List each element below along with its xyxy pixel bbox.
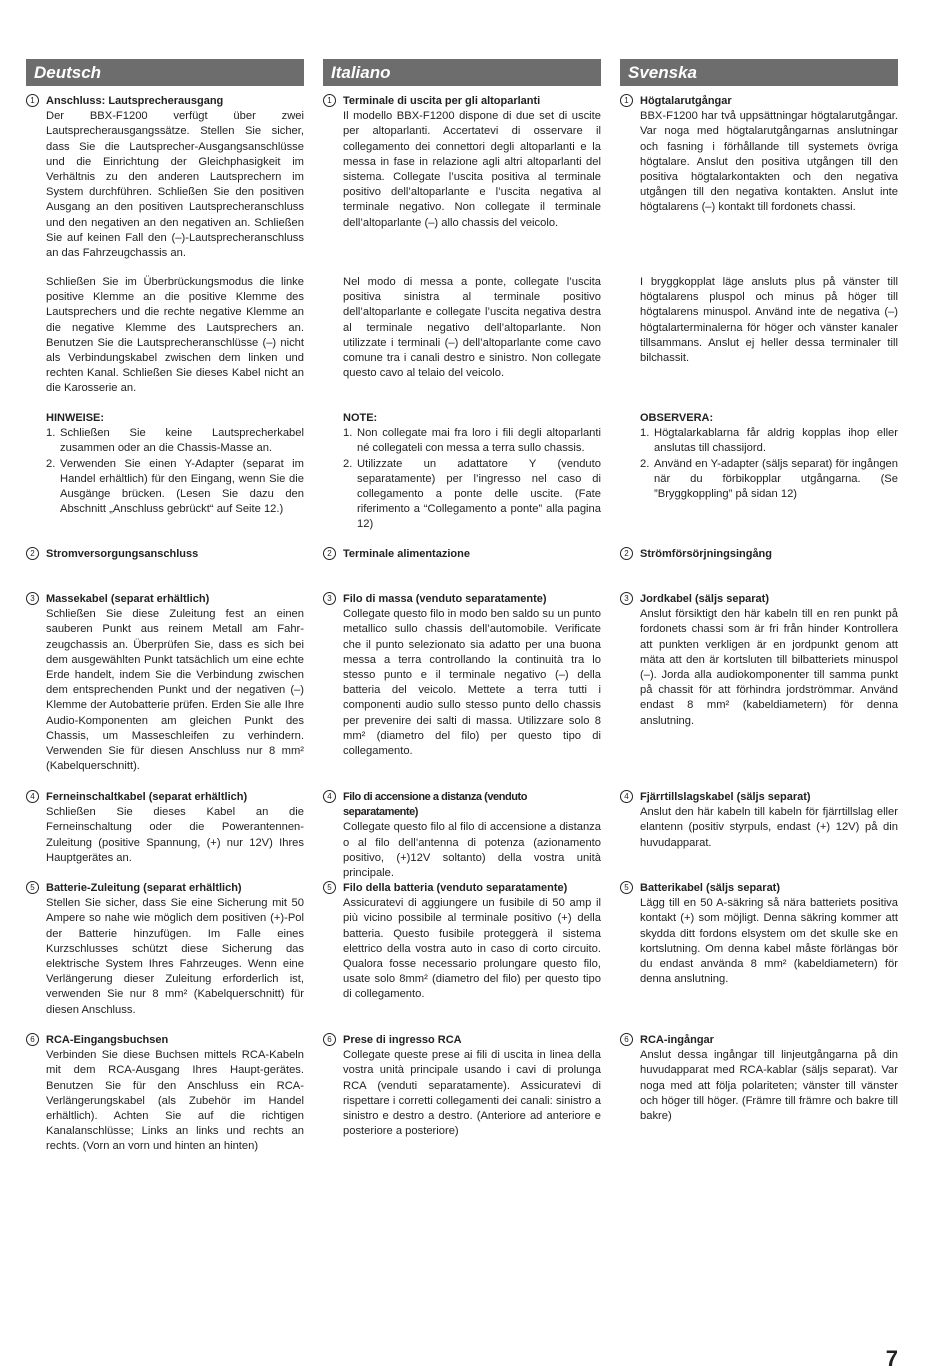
section-number: 5 <box>323 881 336 894</box>
section-power <box>26 547 304 562</box>
notes <box>323 411 601 533</box>
note-text: Använd en Y-adapter (säljs separat) för ingången när du förbikopplar utgångarna. (Se ”Bryggkoppling” på sidan 12) <box>654 457 898 501</box>
section-remote <box>323 790 601 881</box>
section-title: Terminale alimentazione <box>343 548 470 560</box>
note-item <box>343 426 601 456</box>
section-number: 3 <box>323 592 336 605</box>
section-title: Filo di accensione a distanza (venduto separatamente) <box>343 791 527 819</box>
section-number: 2 <box>26 547 39 560</box>
note-item <box>343 457 601 533</box>
section-number: 3 <box>26 592 39 605</box>
note-text: Non collegate mai fra loro i fili degli altoparlanti né collegateli con messa a terra sullo chassis. <box>357 427 601 455</box>
section-title: Massekabel (separat erhältlich) <box>46 593 210 605</box>
section-battery <box>26 881 304 1018</box>
bridge-text: I bryggkopplat läge ansluts plus på vänster till högtalarens pluspol och minus på höger till högtalarens minuspol. Använd inte de negativa (–) högtalarterminalerna för höger och vänster kanaler tillsammans. Anslut ej heller dessa terminaler till bilchassit. <box>640 276 898 365</box>
section-title: Prese di ingresso RCA <box>343 1034 462 1046</box>
column-header: Svenska <box>620 59 898 86</box>
column-header: Italiano <box>323 59 601 86</box>
section-number: 5 <box>26 881 39 894</box>
section-ground <box>26 592 304 774</box>
notes <box>620 411 898 502</box>
note-number: 1. <box>640 427 650 440</box>
note-text: Verwenden Sie einen Y-Adapter (separat im Handel erhältlich) für den Eingang, wenn Sie die Ausgänge brücken. (Lesen Sie dazu den Abschnitt „Anschluss gebrückt“ auf Seite 12.) <box>60 457 304 516</box>
section-rca <box>26 1033 304 1155</box>
note-number: 1. <box>46 427 56 440</box>
section-number: 4 <box>26 790 39 803</box>
section-speaker-output <box>620 94 898 216</box>
section-text: Anslut dessa ingångar till linjeutgångarna på din huvudapparat med RCA-kablar (säljs separat). Var noga med att följa polariteten; vänster till vänster och höger till höger. (Främre till främre och bakre till bakre) <box>640 1049 898 1123</box>
section-battery <box>323 881 601 1003</box>
section-power <box>620 547 898 562</box>
section-speaker-output <box>26 94 304 261</box>
bridge-text: Nel modo di messa a ponte, collegate l’uscita positiva sinistra al terminale positivo dell’altoparlante e collegate l’uscita negativa destra al terminale negativo dell’altoparlante. Non utilizzate i terminali (–) dell’altoparlante come cavo comune tra i canali destro e sinistro. Non collegate questo cavo al telaio del veicolo. <box>343 276 601 380</box>
section-text: Stellen Sie sicher, dass Sie eine Sicherung mit 50 Ampere so nahe wie möglich dem positiven (+)-Pol der Batterie hinzufügen. Im Falle eines Kurzschlusses schützt diese Sicherung das elektrische System Ihres Fahrzeuges. Wenn eine Verlängerung dieser Zuleitung erforderlich ist, verwenden Sie nur 8 mm² (Kabelquerschnitt) für diesen Anschluss. <box>46 897 304 1016</box>
section-speaker-output <box>323 94 601 231</box>
section-title: Högtalarutgångar <box>640 95 732 107</box>
section-title: Stromversorgungsanschluss <box>46 548 199 560</box>
note-text: Högtalarkablarna får aldrig kopplas ihop eller anslutas till chassijord. <box>654 427 898 455</box>
notes <box>26 411 304 517</box>
column-header: Deutsch <box>26 59 304 86</box>
note-number: 2. <box>640 457 650 470</box>
section-text: Collegate queste prese ai fili di uscita in linea della vostra unità principale usando i cavi di prolunga RCA (venduti separatamente). Assicuratevi di rispettare i corretti collegamenti dei canali: sinistro a sinistro e destro a destro. (Anteriore ad anteriore e posteriore a posteriore) <box>343 1049 601 1138</box>
notes-title: OBSERVERA: <box>640 412 714 424</box>
note-number: 1. <box>343 427 353 440</box>
section-remote <box>620 790 898 851</box>
section-battery <box>620 881 898 987</box>
section-title: Terminale di uscita per gli altoparlanti <box>343 95 541 107</box>
section-text: BBX-F1200 har två uppsättningar högtalarutgångar. Var noga med högtalarutgångarnas anslutningar och fasning i förhållande till systemets övriga högtalare. Anslut den positiva utgången till den positiva högtalarkontakten och den negativa utgången till den negativa kontakten. Anslut inte högtalarens (–) kontakt till fordonets chassi. <box>640 110 898 214</box>
section-title: Anschluss: Lautsprecherausgang <box>46 95 224 107</box>
note-item <box>46 457 304 518</box>
section-number: 6 <box>26 1033 39 1046</box>
section-title: Batterie-Zuleitung (separat erhältlich) <box>46 882 242 894</box>
column-italiano <box>323 59 601 1138</box>
section-text: Schließen Sie dieses Kabel an die Ferneinschaltung oder die Powerantennen-Zuleitung (positive Spannung, (+) nur 12V) Ihres Hauptgerätes an. <box>46 806 304 864</box>
section-title: Batterikabel (säljs separat) <box>640 882 781 894</box>
column-svenska <box>620 59 898 1123</box>
section-number: 6 <box>620 1033 633 1046</box>
notes-title: HINWEISE: <box>46 412 105 424</box>
note-number: 2. <box>343 457 353 470</box>
note-item <box>640 457 898 503</box>
note-text: Utilizzate un adattatore Y (venduto separatamente) per l’ingresso nel caso di collegamento a ponte delle uscite. (Fate riferimento a “Collegamento a ponte” alla pagina 12) <box>357 457 601 531</box>
note-text: Schließen Sie keine Lautsprecherkabel zusammen oder an die Chassis-Masse an. <box>60 427 304 455</box>
section-title: RCA-Eingangsbuchsen <box>46 1034 169 1046</box>
bridge-text: Schließen Sie im Überbrückungsmodus die linke positive Klemme an die positive Klemme des Lautsprechers und die rechte negative Klemme an die negative Klemme des Lautsprechers an. Benutzen Sie die Lautsprecheranschlüsse (–) nicht als Verbindungskabel zwischen dem linken und rechten Kanal. Schließen Sie dieses Kabel nicht an die Karosserie an. <box>46 276 304 395</box>
section-title: Ferneinschaltkabel (separat erhältlich) <box>46 791 248 803</box>
section-rca <box>620 1033 898 1124</box>
section-number: 2 <box>323 547 336 560</box>
section-number: 4 <box>620 790 633 803</box>
section-number: 4 <box>323 790 336 803</box>
bridge-paragraph <box>620 275 898 366</box>
section-number: 3 <box>620 592 633 605</box>
section-text: Anslut försiktigt den här kabeln till en ren punkt på fordonets chassi som är fri från hinder Kontrollera att punkten verkligen är en jordpunkt genom att mäta att den är kortsluten till bilbatteriets minuspol (–). Jorda alla audiokomponenter till samma punkt på chassit för att förhindra jordströmmar. Använd endast 8 mm² (kabeldiametern) för denna anslutning. <box>640 608 898 727</box>
note-item <box>640 426 898 456</box>
note-item <box>46 426 304 456</box>
page-number: 7 <box>885 1346 898 1371</box>
section-text: Der BBX-F1200 verfügt über zwei Lautsprecherausgangssätze. Stellen Sie sicher, dass Sie die Lautsprecher-Ausgangsanschlüsse und die Einrichtung der Gleichphasigkeit im Verhältnis zu den anderen Lautsprechern im System durchführen. Schließen Sie den positiven Ausgang an den positiven Lautsprecheranschluss und den negativen an den negativen an. Schließen Sie auf keinen Fall den (–)-Lautsprecheranschluss an das Fahrzeugchassis an. <box>46 110 304 260</box>
section-number: 1 <box>26 94 39 107</box>
section-ground <box>323 592 601 759</box>
bridge-paragraph <box>323 275 601 381</box>
notes-title: NOTE: <box>343 412 378 424</box>
section-rca <box>323 1033 601 1139</box>
section-title: Jordkabel (säljs separat) <box>640 593 770 605</box>
section-text: Anslut den här kabeln till kabeln för fjärrtillslag eller elantenn (positiv styrpuls, endast (+) 12V) på din huvudapparat. <box>640 806 898 849</box>
section-number: 6 <box>323 1033 336 1046</box>
note-number: 2. <box>46 457 56 470</box>
section-number: 1 <box>620 94 633 107</box>
section-number: 5 <box>620 881 633 894</box>
section-remote <box>26 790 304 866</box>
column-deutsch <box>26 59 304 1153</box>
bridge-paragraph <box>26 275 304 397</box>
section-text: Assicuratevi di aggiungere un fusibile di 50 amp il più vicino possibile al terminale positivo (+) della batteria. Questo fusibile proteggerà il sistema elettrico della vostra auto in caso di corto circuito. Qualora fosse necessario prolungare questo filo, usate solo 8mm² (diametro del filo) per questo tipo di collegamento. <box>343 897 601 1001</box>
section-text: Verbinden Sie diese Buchsen mittels RCA-Kabeln mit dem RCA-Ausgang Ihres Haupt-gerätes. Benutzen Sie für den Anschluss ein RCA-Verlängerungskabel (als Zubehör im Handel erhältlich). Achten Sie auf die richtigen Kanalanschlüsse; Links an links und rechts an rechts. (Vorn an vorn und hinten an hinten) <box>46 1049 304 1153</box>
section-number: 1 <box>323 94 336 107</box>
section-title: Fjärrtillslagskabel (säljs separat) <box>640 791 811 803</box>
section-text: Collegate questo filo al filo di accensione a distanza o al filo dell’antenna di potenza (azionamento positivo, (+)12V soltanto) della vostra unità principale. <box>343 821 601 880</box>
section-number: 2 <box>620 547 633 560</box>
section-power <box>323 547 601 562</box>
section-text: Lägg till en 50 A-säkring så nära batteriets positiva kontakt (+) som möjligt. Denna säkring kommer att skydda ditt fordons elsystem om det skulle ske en kortslutning. Om denna kabel måste förlängas bör du endast använda 8 mm² (kabeldiametern) för denna anslutning. <box>640 897 898 986</box>
section-text: Il modello BBX-F1200 dispone di due set di uscite per altoparlanti. Accertatevi di osservare il collegamento dei connettori degli altoparlanti e la messa in fase in relazione agli altri altoparlanti del sistema. Collegate l’uscita positiva al terminale positivo dell’altoparlante e l’uscita negativa al terminale negativo. Non collegate il terminale dell’altoparlante (–) allo chassis del veicolo. <box>343 110 601 229</box>
section-ground <box>620 592 898 729</box>
section-title: Filo di massa (venduto separatamente) <box>343 593 547 605</box>
section-title: RCA-ingångar <box>640 1034 714 1046</box>
section-text: Schließen Sie diese Zuleitung fest an einen sauberen Punkt aus reinem Metall am Fahr-zeugchassis an. Überprüfen Sie, dass es sich bei dem ausgewählten Punkt tatsächlich um eine echte Erde handelt, indem Sie die Verbindung zwischen dem entsprechenden Punkt und der negativen (–) Klemme der Autobatterie prüfen. Erden Sie alle Ihre Audio-Komponenten am gleichen Punkt des Chassis, um Masseschleifen zu verhindern. Verwenden Sie für diesen Anschluss nur 8 mm² (Kabelquerschnitt). <box>46 608 304 773</box>
section-title: Strömförsörjningsingång <box>640 548 772 560</box>
section-title: Filo della batteria (venduto separatamente) <box>343 882 568 894</box>
section-text: Collegate questo filo in modo ben saldo su un punto metallico sullo chassis dell’automobile. Verificate che il punto selezionato sia adatto per una buona messa a terra controllando la continuità tra lo stesso punto e il terminale negativo (–) della batteria del veicolo. Mettete a terra tutti i componenti audio sullo stesso punto dello chassis per prevenire dei salti di massa. Utilizzare solo 8 mm² (diametro del filo) per questo tipo di collegamento. <box>343 608 601 758</box>
